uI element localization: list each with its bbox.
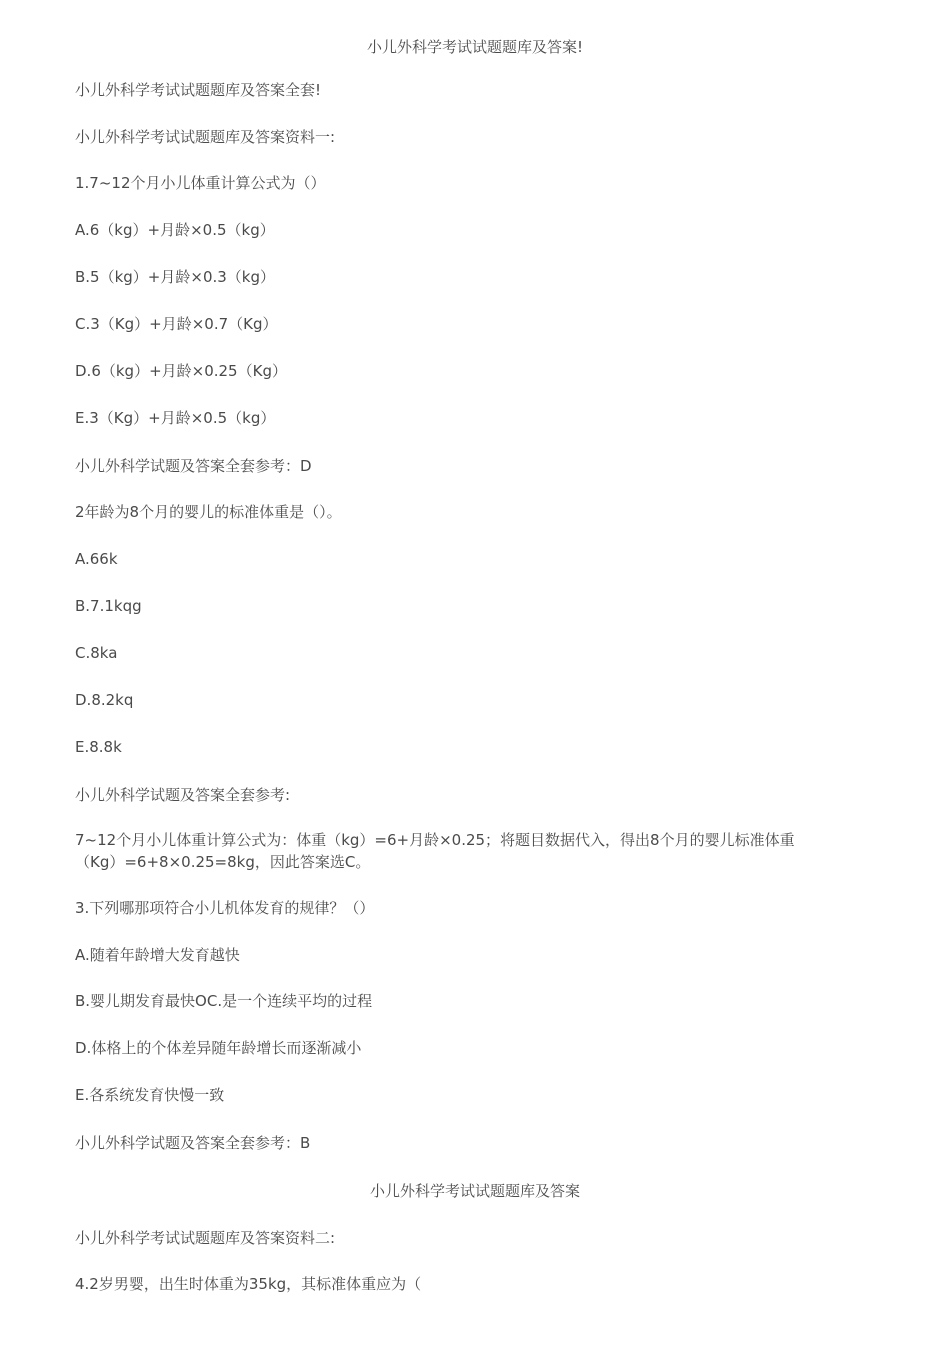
option-3b: B.婴儿期发育最快OC.是一个连续平均的过程 [75, 992, 373, 1010]
answer-3: 小儿外科学试题及答案全套参考：B [75, 1134, 311, 1152]
option-1d: D.6（kg）+月龄×0.25（Kg） [75, 362, 287, 380]
question-4: 4.2岁男婴，出生时体重为35kg，其标准体重应为（ [75, 1275, 422, 1293]
option-1c: C.3（Kg）+月龄×0.7（Kg） [75, 315, 278, 333]
option-1b: B.5（kg）+月龄×0.3（kg） [75, 268, 276, 286]
section-heading-2: 小儿外科学考试试题题库及答案资料二: [75, 1229, 336, 1247]
option-1e: E.3（Kg）+月龄×0.5（kg） [75, 409, 276, 427]
option-2c: C.8ka [75, 644, 118, 662]
section-heading-1: 小儿外科学考试试题题库及答案资料一: [75, 128, 336, 146]
option-3e: E.各系统发育快慢一致 [75, 1086, 225, 1104]
document-title: 小儿外科学考试试题题库及答案! [366, 38, 583, 56]
answer-2-label: 小儿外科学试题及答案全套参考: [75, 786, 291, 804]
option-3d: D.体格上的个体差异随年龄增长而逐渐减小 [75, 1039, 362, 1057]
section-title [0, 1181, 950, 1201]
intro-line: 小儿外科学考试试题题库及答案全套! [75, 81, 322, 99]
option-3a: A.随着年龄增大发育越快 [75, 946, 240, 964]
option-1a: A.6（kg）+月龄×0.5（kg） [75, 221, 275, 239]
option-2a: A.66k [75, 550, 118, 568]
answer-1: 小儿外科学试题及答案全套参考：D [75, 457, 312, 475]
section-title-text: 小儿外科学考试试题题库及答案 [369, 1182, 580, 1200]
question-2: 2年龄为8个月的婴儿的标准体重是（）。 [75, 503, 342, 521]
question-3: 3.下列哪那项符合小儿机体发育的规律？（） [75, 899, 375, 917]
answer-2-explanation: 7~12个月小儿体重计算公式为：体重（kg）=6+月龄×0.25；将题目数据代入，得出8个月的婴儿标准体重（Kg）=6+8×0.25=8kg，因此答案选C。 [75, 831, 795, 871]
option-2d: D.8.2kq [75, 691, 134, 709]
question-1: 1.7~12个月小儿体重计算公式为（） [75, 174, 326, 192]
option-2e: E.8.8k [75, 738, 122, 756]
option-2b: B.7.1kqg [75, 597, 142, 615]
